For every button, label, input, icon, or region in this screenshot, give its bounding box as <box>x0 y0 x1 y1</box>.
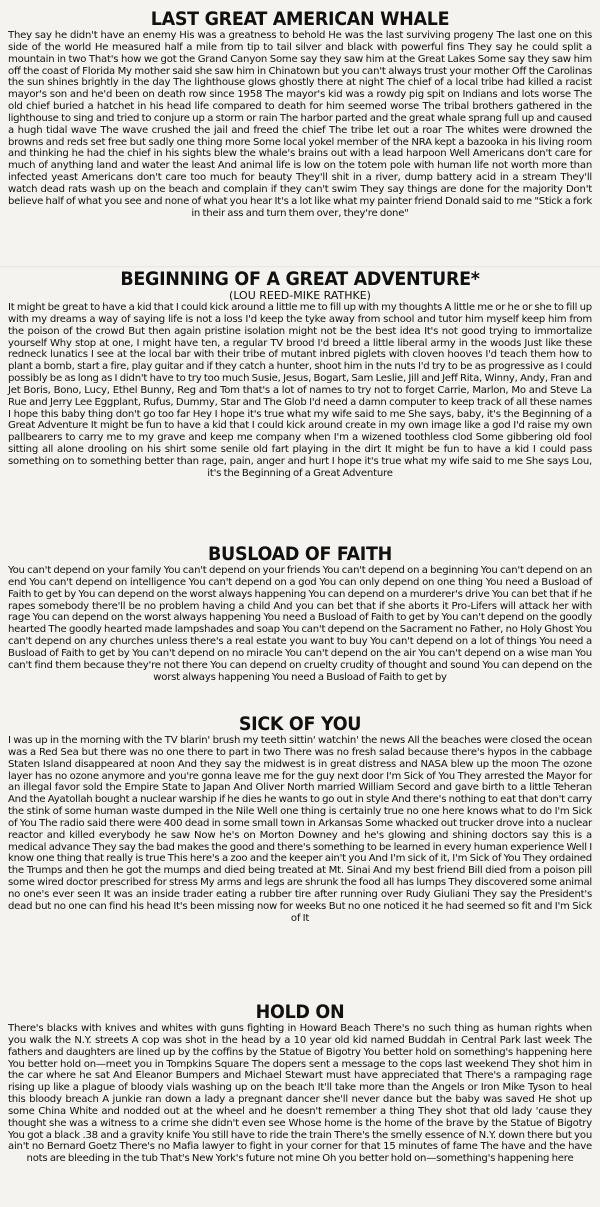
song-lyrics: You can't depend on your family You can't depend on your friends You can't depend on a beginning You can't depend on an end You can't depend on intelligence You can't depend on a god You can only depend on one thing You need a Busload of Faith to get by You can depend on the worst always happening You can depend on a murderer's drive You can bet that if he rapes somebody there'll be no problem having a child And you can bet that if she aborts it Pro-Lifers will attack her with rage You can depend on the worst always happening You need a Busload of Faith to get by You can't depend on the goodly hearted The goodly hearted made lampshades and soap You can't depend on the Sacrament no Father, no Holy Ghost You can't depend on any churches unless there's a real estate you want to buy You can't depend on a lot of things You need a Busload of Faith to get by You can't depend on no miracle You can't depend on the air You can't depend on a wise man You can't find them because they're not there You can depend on cruelty crudity of thought and sound You can depend on the worst always happening You need a Busload of Faith to get by <box>8 565 592 683</box>
song-title: LAST GREAT AMERICAN WHALE <box>150 9 450 31</box>
paper-fold-line <box>0 266 600 268</box>
song-last-great-american-whale <box>8 10 592 270</box>
song-beginning-of-a-great-adventure <box>8 270 592 545</box>
song-title: SICK OF YOU <box>238 714 362 736</box>
song-sick-of-you <box>8 715 592 1003</box>
song-title: BEGINNING OF A GREAT ADVENTURE* <box>120 269 480 291</box>
song-lyrics: I was up in the morning with the TV blarin' brush my teeth sittin' watchin' the news All the beaches were closed the ocean was a Red Sea but there was no one there to part in two There was no fresh salad because there's hypos in the cabbage Staten Island disappeared at noon And they say the midwest is in great distress and NASA blew up the moon The ozone layer has no ozone anymore and you're gonna leave me for the guy next door I'm Sick of You They arrested the Mayor for an illegal favor sold the Empire State to Japan And Oliver North married William Secord and gave birth to a little Teheran And the Ayatollah bought a nuclear warship if he dies he wants to go out in style And there's nothing to eat that don't carry the stink of some human waste dumped in the Nile Well one thing is certainly true no one here knows what to do I'm Sick of You The radio said there were 400 dead in some small town in Arkansas Some whacked out trucker drove into a nuclear reactor and killed everybody he saw Now he's on Morton Downey and he's glowing and shining doctors say this is a medical advance They say the bad makes the good and there's something to be learned in every human experience Well I know one thing that really is true This here's a zoo and the keeper ain't you And I'm sick of it, I'm Sick of You They ordained the Trumps and then he got the mumps and died being treated at Mt. Sinai And my best friend Bill died from a poison pill some wired doctor prescribed for stress My arms and legs are shrunk the food all has lumps They discovered some animal no one's ever seen It was an inside trader eating a rubber tire after running over Rudy Giuliani They say the President's dead but no one can find his head It's been missing now for weeks But no one noticed it he had seemed so fit and I'm Sick of It <box>8 735 592 924</box>
song-lyrics: There's blacks with knives and whites with guns fighting in Howard Beach There's no such thing as human rights when you walk the N.Y. streets A cop was shot in the head by a 10 year old kid named Buddah in Central Park last week The fathers and daughters are lined up by the coffins by the Statue of Bigotry You better hold on something's happening here You better hold on—meet you in Tompkins Square The dopers sent a message to the cops last weekend They shot him in the car where he sat And Eleanor Bumpers and Michael Stewart must have appreciated that There's a rampaging rage rising up like a plague of bloody vials washing up on the beach It'll take more than the Angels or Iron Mike Tyson to heal this bloody breach A junkie ran down a lady a pregnant dancer she'll never dance but the baby was saved He shot up some China White and nodded out at the wheel and he doesn't remember a thing They shot that old lady 'cause they thought she was a witness to a crime she didn't even see Whose home is the home of the brave by the Statue of Bigotry You got a black .38 and a gravity knife You still have to ride the train There's the smelly essence of N.Y. down there but you ain't no Bernard Goetz There's no Mafia lawyer to fight in your corner for that 15 minutes of fame The have and the have nots are bleeding in the tub That's New York's future not mine Oh you better hold on—something's happening here <box>8 1023 592 1165</box>
song-lyrics: They say he didn't have an enemy His was a greatness to behold He was the last surviving progeny The last one on this side of the world He measured half a mile from tip to tail silver and black with powerful fins They say he could split a mountain in two That's how we got the Grand Canyon Some say they saw him at the Great Lakes Some say they saw him off the coast of Florida My mother said she saw him in Chinatown but you can't always trust your mother Off the Carolinas the sun shines brightly in the day The lighthouse glows ghostly there at night The chief of a local tribe had killed a racist mayor's son and he'd been on death row since 1958 The mayor's kid was a rowdy pig spit on Indians and lots worse The old chief buried a hatchet in his head life compared to death for him seemed worse The tribal brothers gathered in the lighthouse to sing and tried to conjure up a storm or rain The harbor parted and the great whale sprang full up and caused a hugh tidal wave The wave crushed the jail and freed the chief The tribe let out a roar The whites were drowned the browns and reds set free but sadly one thing more Some local yokel member of the NRA kept a bazooka in his living room and thinking he had the chief in his sights blew the whale's brains out with a lead harpoon Well Americans don't care for much of anything land and water the least And animal life is low on the totem pole with human life not worth more than infected yeast Americans don't care too much for beauty They'll shit in a river, dump battery acid in a stream They'll watch dead rats wash up on the beach and complain if they can't swim They say things are done for the majority Don't believe half of what you see and none of what you hear It's a lot like what my painter friend Donald said to me "Stick a fork in their ass and turn them over, they're done" <box>8 30 592 219</box>
song-credit: (LOU REED-MIKE RATHKE) <box>229 289 371 302</box>
song-busload-of-faith <box>8 545 592 715</box>
song-title: BUSLOAD OF FAITH <box>208 544 392 566</box>
song-lyrics: It might be great to have a kid that I could kick around a little me to fill up with my thoughts A little me or he or she to fill up with my dreams a way of saying life is not a loss I'd keep the tyke away from school and tutor him myself keep him from the poison of the crowd But then again pristine isolation might not be the best idea It's not good trying to immortalize yourself Why stop at one, I might have ten, a regular TV brood I'd breed a little liberal army in the woods Just like these redneck lunatics I see at the local bar with their tribe of mutant inbred piglets with cloven hooves I'd teach them how to plant a bomb, start a fire, play guitar and if they catch a hunter, shoot him in the nuts I'd try to be as progressive as I could possibly be as long as I didn't have to try too much Susie, Jesus, Bogart, Sam Leslie, Jill and Jeff Rita, Winny, Andy, Fran and Jet Boris, Bono, Lucy, Ethel Bunny, Reg and Tom that's a lot of names to try not to forget Carrie, Marlon, Mo and Steve La Rue and Jerry Lee Eggplant, Rufus, Dummy, Star and The Glob I'd need a damn computer to keep track of all these names I hope this baby thing don't go too far Hey I hope it's true what my wife said to me She says, baby, it's the Beginning of a Great Adventure It might be fun to have a kid that I could kick around create in my own image like a god I'd raise my own pallbearers to carry me to my grave and keep me company when I'm a wizened toothless clod Some gibbering old fool sitting all alone drooling on his shirt some senile old fart playing in the dirt It might be fun to have a kid I could pass something on to something better than rage, pain, anger and hurt I hope it's true what my wife said to me She says Lou, it's the Beginning of a Great Adventure <box>8 302 592 479</box>
song-hold-on <box>8 1003 592 1199</box>
song-title: HOLD ON <box>255 1002 345 1024</box>
